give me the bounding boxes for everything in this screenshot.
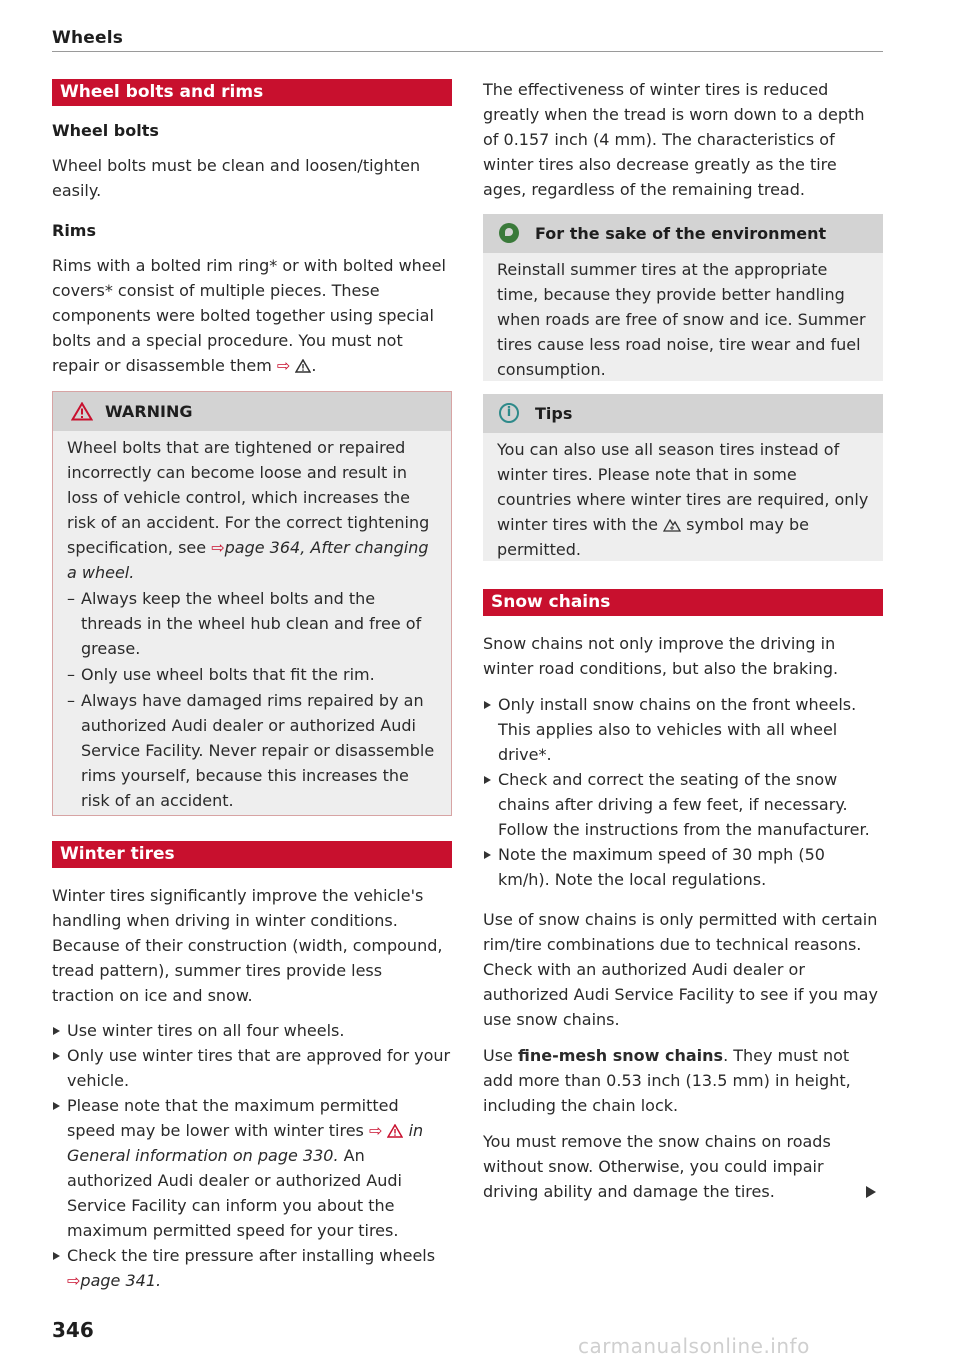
section-heading-winter-tires: Winter tires [52,841,452,868]
tips-box [483,394,883,561]
page-header-title: Wheels [52,28,124,48]
mountain-snowflake-icon [663,517,681,532]
arrow-right-icon: ⇨ [67,1271,81,1290]
snow-chain-bullets [483,692,875,892]
list-item-text: Please note that the maximum permitted speed may be lower with winter tires [67,1096,399,1140]
winter-bullets [52,1018,452,1293]
general-info-link[interactable]: in General information on page 330. [67,1121,424,1165]
warning-list-item: – Only use wheel bolts that fit the rim. [67,662,437,687]
page-number: 346 [52,1318,94,1342]
environment-box [483,214,883,381]
list-item [52,1093,452,1243]
subhead-wheel-bolts: Wheel bolts [52,121,159,140]
snow-chains-text: Snow chains not only improve the driving in winter road conditions, but also the braking. [483,634,839,678]
list-item-text: An authorized Audi dealer or authorized Audi Service Facility can inform you about the maximum permitted speed for your tires. [67,1146,402,1240]
tips-box-header [483,394,883,433]
environment-icon [499,223,519,243]
arrow-right-icon: ⇨ [368,1121,383,1140]
section-heading-bolts-rims: Wheel bolts and rims [52,79,452,106]
wheel-bolts-text: Wheel bolts must be clean and loosen/tighten easily. [52,156,421,200]
remove-chains-text: You must remove the snow chains on roads without snow. Otherwise, you could impair driving ability and damage the tires. [483,1132,831,1201]
arrow-right-icon: ⇨ [276,356,291,375]
tips-title: Tips [535,404,573,423]
tips-text-post: symbol may be permitted. [497,515,809,559]
warning-triangle-icon [71,402,93,421]
subhead-rims: Rims [52,221,96,240]
warning-intro [67,435,437,585]
fine-mesh-pre: Use [483,1046,513,1065]
effectiveness-text: The effectiveness of winter tires is reduced greatly when the tread is worn down to a depth of 0.157 inch (4 mm). The characteristics of winter tires also decrease greatly as the tire ages, regardless of the remaining tread. [483,80,865,199]
header-rule [52,51,883,52]
warning-title: WARNING [105,402,193,421]
environment-title: For the sake of the environment [535,224,827,243]
warning-page-link[interactable]: page 364, After changing a wheel. [67,538,429,582]
list-item: Check and correct the seating of the snow chains after driving a few feet, if necessary. Follow the instructions from the manufacturer. [483,767,875,842]
list-item-text: Check the tire pressure after installing wheels [67,1246,436,1265]
warning-box [52,391,452,816]
tips-text-pre: You can also use all season tires instead of winter tires. Please note that in some countries where winter tires are required, only winter tires with the [497,440,869,534]
section-heading-snow-chains: Snow chains [483,589,883,616]
list-item: Use winter tires on all four wheels. [52,1018,452,1043]
warning-intro-text: Wheel bolts that are tightened or repaired incorrectly can become loose and result in loss of vehicle control, which increases the risk of an accident. For the correct tightening specification, see [67,438,430,557]
info-icon [499,403,519,423]
arrow-right-icon: ⇨ [211,538,225,557]
warning-box-header [53,392,451,431]
warning-list-item: – Always have damaged rims repaired by an authorized Audi dealer or authorized Audi Service Facility. Never repair or disassemble rims yourself, because this increases the risk of an accident. [67,688,437,813]
warning-triangle-icon[interactable] [295,359,311,373]
warning-list-item: – Always keep the wheel bolts and the threads in the wheel hub clean and free of grease. [67,586,437,661]
fine-mesh-text [483,1043,883,1118]
fine-mesh-post: . They must not add more than 0.53 inch (13.5 mm) in height, including the chain lock. [483,1046,851,1115]
list-item [52,1243,452,1293]
continue-arrow-icon [866,1186,876,1198]
tips-text [483,433,883,570]
tire-pressure-page-link[interactable]: page 341. [80,1271,162,1290]
rims-text-body: Rims with a bolted rim ring* or with bolted wheel covers* consist of multiple pieces. These components were bolted together using special bolts and a special procedure. You must not repair or disassemble them [52,256,446,375]
watermark: carmanualsonline.info [578,1334,810,1358]
warning-triangle-icon [387,1124,403,1138]
fine-mesh-bold: fine-mesh snow chains [517,1046,724,1065]
warning-body [53,431,451,821]
list-item: Note the maximum speed of 30 mph (50 km/h). Note the local regulations. [483,842,875,892]
list-item: Only install snow chains on the front wheels. This applies also to vehicles with all wheel drive*. [483,692,875,767]
rims-text: Rims with a bolted rim ring* or with bolted wheel covers* consist of multiple pieces. These components were bolted together using special bolts and a special procedure. You must not repair or disassemble them ⇨ . [52,256,446,375]
combinations-text: Use of snow chains is only permitted with certain rim/tire combinations due to technical reasons. Check with an authorized Audi dealer or authorized Audi Service Facility to see if you may use snow chains. [483,910,878,1029]
winter-tires-text: Winter tires significantly improve the vehicle's handling when driving in winter conditions. Because of their construction (width, compound, tread pattern), summer tires provide less traction on ice and snow. [52,886,443,1005]
environment-box-header [483,214,883,253]
environment-text: Reinstall summer tires at the appropriate time, because they provide better handling when roads are free of snow and ice. Summer tires cause less road noise, tire wear and fuel consumption. [497,260,866,379]
warning-list [67,586,437,813]
list-item: Only use winter tires that are approved for your vehicle. [52,1043,452,1093]
